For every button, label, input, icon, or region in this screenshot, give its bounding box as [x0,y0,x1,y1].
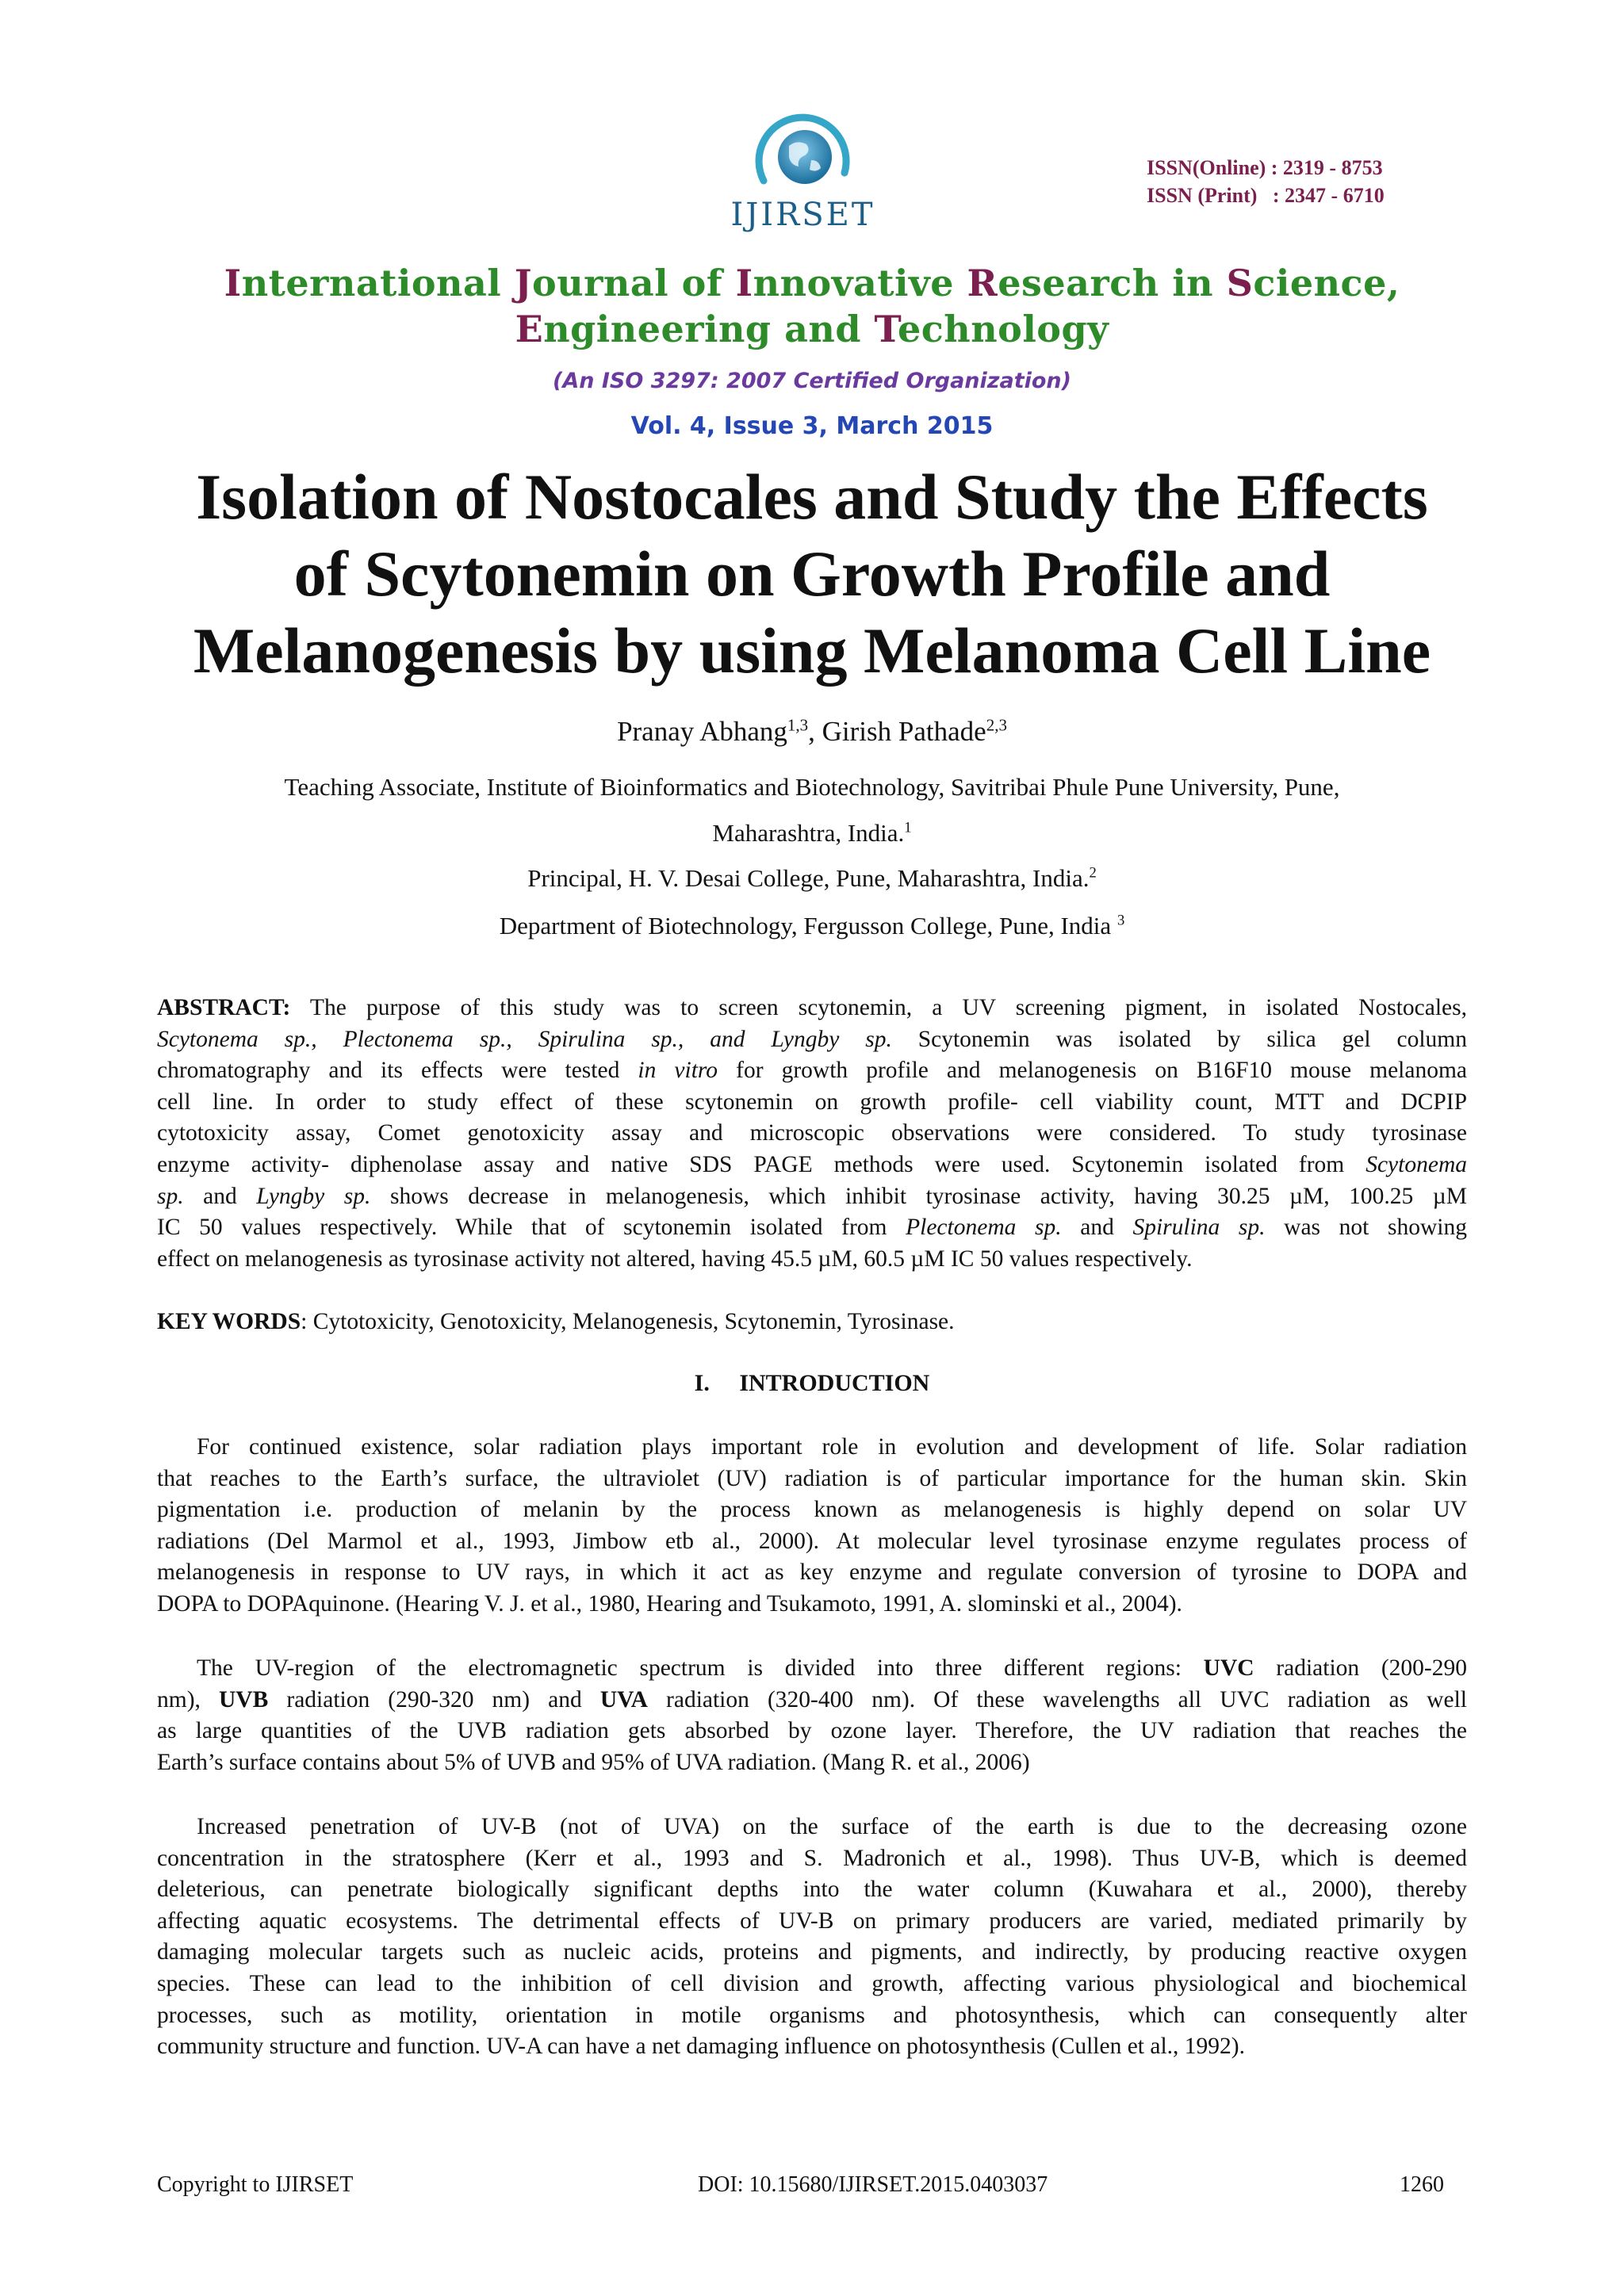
journal-title-line-2: Engineering and Technology [515,308,1109,350]
issn-online: ISSN(Online) : 2319 - 8753 [1147,156,1383,179]
affiliation-1-cont: Maharashtra, India.$^1$ [712,819,912,847]
section-heading-introduction: I. INTRODUCTION [694,1370,930,1396]
page-number: 1260 [1400,2172,1444,2197]
intro-paragraph-3: Increased penetration of UV-B (not of UVA) on the surface of the earth is due to the decreasing ozone concentration in the stratosphere (Kerr et al., 1993 and S. Madronich et al., 1998). Thus UV-B, which is deemed deleterious, can penetrate biologically significant depths into the water column (Kuwahara et al., 2000), thereby affecting aquatic ecosystems. The detrimental effects of UV-B on primary producers are varied, mediated primarily by damaging molecular targets such as nucleic acids, proteins and pigments, and indirectly, by producing reactive oxygen species. These can lead to the inhibition of cell division and growth, affecting various physiological and biochemical processes, such as motility, orientation in motile organisms and photosynthesis, which can consequently alter community structure and function. UV-A can have a net damaging influence on photosynthesis (Cullen et al., 1992). [157,1814,1467,2060]
abstract-label: ABSTRACT: [157,995,291,1020]
paper-title-line: Melanogenesis by using Melanoma Cell Line [193,614,1431,687]
iso-certification: (An ISO 3297: 2007 Certified Organization) [553,369,1071,393]
paper-title [127,458,1497,689]
journal-title-line-1: International Journal of Innovative Research in Science, [224,262,1400,304]
author-list: Pranay Abhang$^{1,3}$, Girish Pathade$^{2,3}$ [617,715,1007,747]
paper-title-line: Isolation of Nostocales and Study the Effects [196,461,1428,533]
keywords-label: KEY WORDS [157,1309,301,1334]
keywords: KEY WORDS: Cytotoxicity, Genotoxicity, Melanogenesis, Scytonemin, Tyrosinase. [157,1309,955,1334]
abstract: ABSTRACT: The purpose of this study was to screen scytonemin, a UV screening pigment, in isolated Nostocales, Scytonema sp., Plectonema sp., Spirulina sp., and Lyngby sp. Scytonemin was isolated by silica gel column chromatography and its effects were tested in vitro for growth profile and melanogenesis on B16F10 mouse melanoma cell line. In order to study effect of these scytonemin on growth profile- cell viability count, MTT and DCPIP cytotoxicity assay, Comet genotoxicity assay and microscopic observations were considered. To study tyrosinase enzyme activity- diphenolase assay and native SDS PAGE methods were used. Scytonemin isolated from Scytonema sp. and Lyngby sp. shows decrease in melanogenesis, which inhibit tyrosinase activity, having 30.25 µM, 100.25 µM IC 50 values respectively. While that of scytonemin isolated from Plectonema sp. and Spirulina sp. was not showing effect on melanogenesis as tyrosinase activity not altered, having 45.5 µM, 60.5 µM IC 50 values respectively. [157,995,1468,1272]
volume-issue: Vol. 4, Issue 3, March 2015 [630,412,994,440]
affiliation-2: Principal, H. V. Desai College, Pune, Maharashtra, India.$^2$ [527,864,1097,892]
author-name: , Girish Pathade [808,716,986,747]
journal-logo-text: IJIRSET [730,197,875,233]
footer-doi: DOI: 10.15680/IJIRSET.2015.0403037 [698,2172,1048,2197]
affiliation-3: Department of Biotechnology, Fergusson College, Pune, India $^3$ [499,912,1125,939]
issn-print: ISSN (Print) : 2347 - 6710 [1147,184,1385,207]
intro-paragraph-2: The UV-region of the electromagnetic spectrum is divided into three different regions: UVC radiation (200-290 nm), UVB radiation (290-320 nm) and UVA radiation (320-400 nm). Of these wavelengths all UVC radiation as well as large quantities of the UVB radiation gets absorbed by ozone layer. Therefore, the UV radiation that reaches the Earth’s surface contains about 5% of UVB and 95% of UVA radiation. (Mang R. et al., 2006) [157,1655,1467,1775]
author-name: Pranay Abhang [617,716,787,747]
paper-title-line: of Scytonemin on Growth Profile and [293,538,1331,610]
intro-paragraph-1: For continued existence, solar radiation plays important role in evolution and development of life. Solar radiation that reaches to the Earth’s surface, the ultraviolet (UV) radiation is of particular importance for the human skin. Skin pigmentation i.e. production of melanin by the process known as melanogenesis is highly depend on solar UV radiations (Del Marmol et al., 1993, Jimbow etb al., 2000). At molecular level tyrosinase enzyme regulates process of melanogenesis in response to UV rays, in which it act as key enzyme and regulate conversion of tyrosine to DOPA and DOPA to DOPAquinone. (Hearing V. J. et al., 1980, Hearing and Tsukamoto, 1991, A. slominski et al., 2004). [157,1434,1467,1617]
affiliation-1: Teaching Associate, Institute of Bioinformatics and Biotechnology, Savitribai Phule Pune University, Pune, [284,773,1340,801]
footer-copyright: Copyright to IJIRSET [157,2172,354,2197]
